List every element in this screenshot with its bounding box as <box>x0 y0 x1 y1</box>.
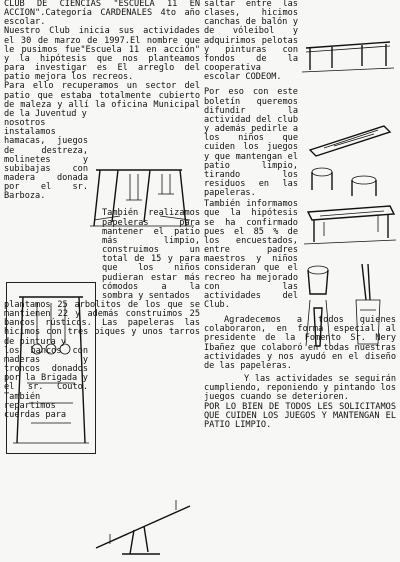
paragraph-continuacion: Y las actividades se seguirán cumpliendo, reponiendo y pintando los juegos cuando se deterioren. <box>204 374 396 403</box>
bins-illustration <box>298 260 396 352</box>
paragraph-arbolitos: plantamos 25 arbolitos de los que se mantienen 22 y además construimos 25 bancos rústicos. Las papeleras las hicimos con tres piques y unos tarros de pintura y <box>4 300 200 347</box>
paragraph-bancos: los bancos con maderas y troncos donados por la Brigada y el sr. Couto. También repartimos cuerdas para <box>4 345 88 420</box>
paragraph-papeleras: También realizamos papeleras para mantener el patio más limpio, construimos un total de 15 y para que los niños pudieran estar más cómodos a la sombra y sentados <box>102 208 200 301</box>
paragraph-patio-a: Para ello recuperamos un sector del patio que estaba totalmente cubierto de maleza y allí la oficina Municipal de la Juventud y <box>4 81 200 119</box>
paragraph-canchas: saltar entre las clases, hicimos canchas de balón y de vóleibol y adquirimos pelotas y pinturas con fondos de la cooperativa escolar CODEOM. <box>204 0 298 83</box>
bench-illustration <box>302 20 394 80</box>
intro-paragraph: Nuestro Club inicia sus actividades el 30 de marzo de 1997.El nombre que le pusimos fue"Escuela 11 en acción" y la hipótesis que nos planteamos para investigar es El arreglo del patio mejora los recreos. <box>4 26 200 83</box>
playground-swing-illustration <box>90 160 196 232</box>
closing-request: POR LO BIEN DE TODOS LES SOLICITAMOS QUE CUIDEN LOS JUEGOS Y MANTENGAN EL PATIO LIMPIO. <box>204 401 396 430</box>
paragraph-agradecimiento: Agradecemos a todos quienes colaboraron, en forma especial al presidente de la Fomento Sr. Nery Ibañez que colaboró en todas nuestras actividades y nos ayudó en el diseño de las papeleras. <box>204 315 396 371</box>
benches-illustration <box>304 160 396 252</box>
plank-illustration <box>304 120 394 160</box>
hammock-frame-illustration <box>6 282 96 454</box>
paragraph-hipotesis: También informamos que la hipótesis se ha confirmado pues el 85 % de los encuestados, entre padres maestros y niños consideran que el recreo ha mejorado con las actividades del Club. <box>204 199 298 310</box>
header-text: CLUB DE CIENCIAS "ESCUELA 11 EN ACCION".Categoría CARDENALES 4to año escolar. <box>4 0 200 28</box>
paragraph-patio-b: nosotros instalamos hamacas, juegos de destreza, molinetes y subibajas con madera donada por el sr. Barboza. <box>4 118 88 202</box>
paragraph-boletin: Por eso con este boletín queremos difundir la actividad del club y además pedirle a los niños que cuiden los juegos y que mantengan el patio limpio, tirando los residuos en las papeleras. <box>204 87 298 199</box>
seesaw-illustration <box>90 490 198 560</box>
